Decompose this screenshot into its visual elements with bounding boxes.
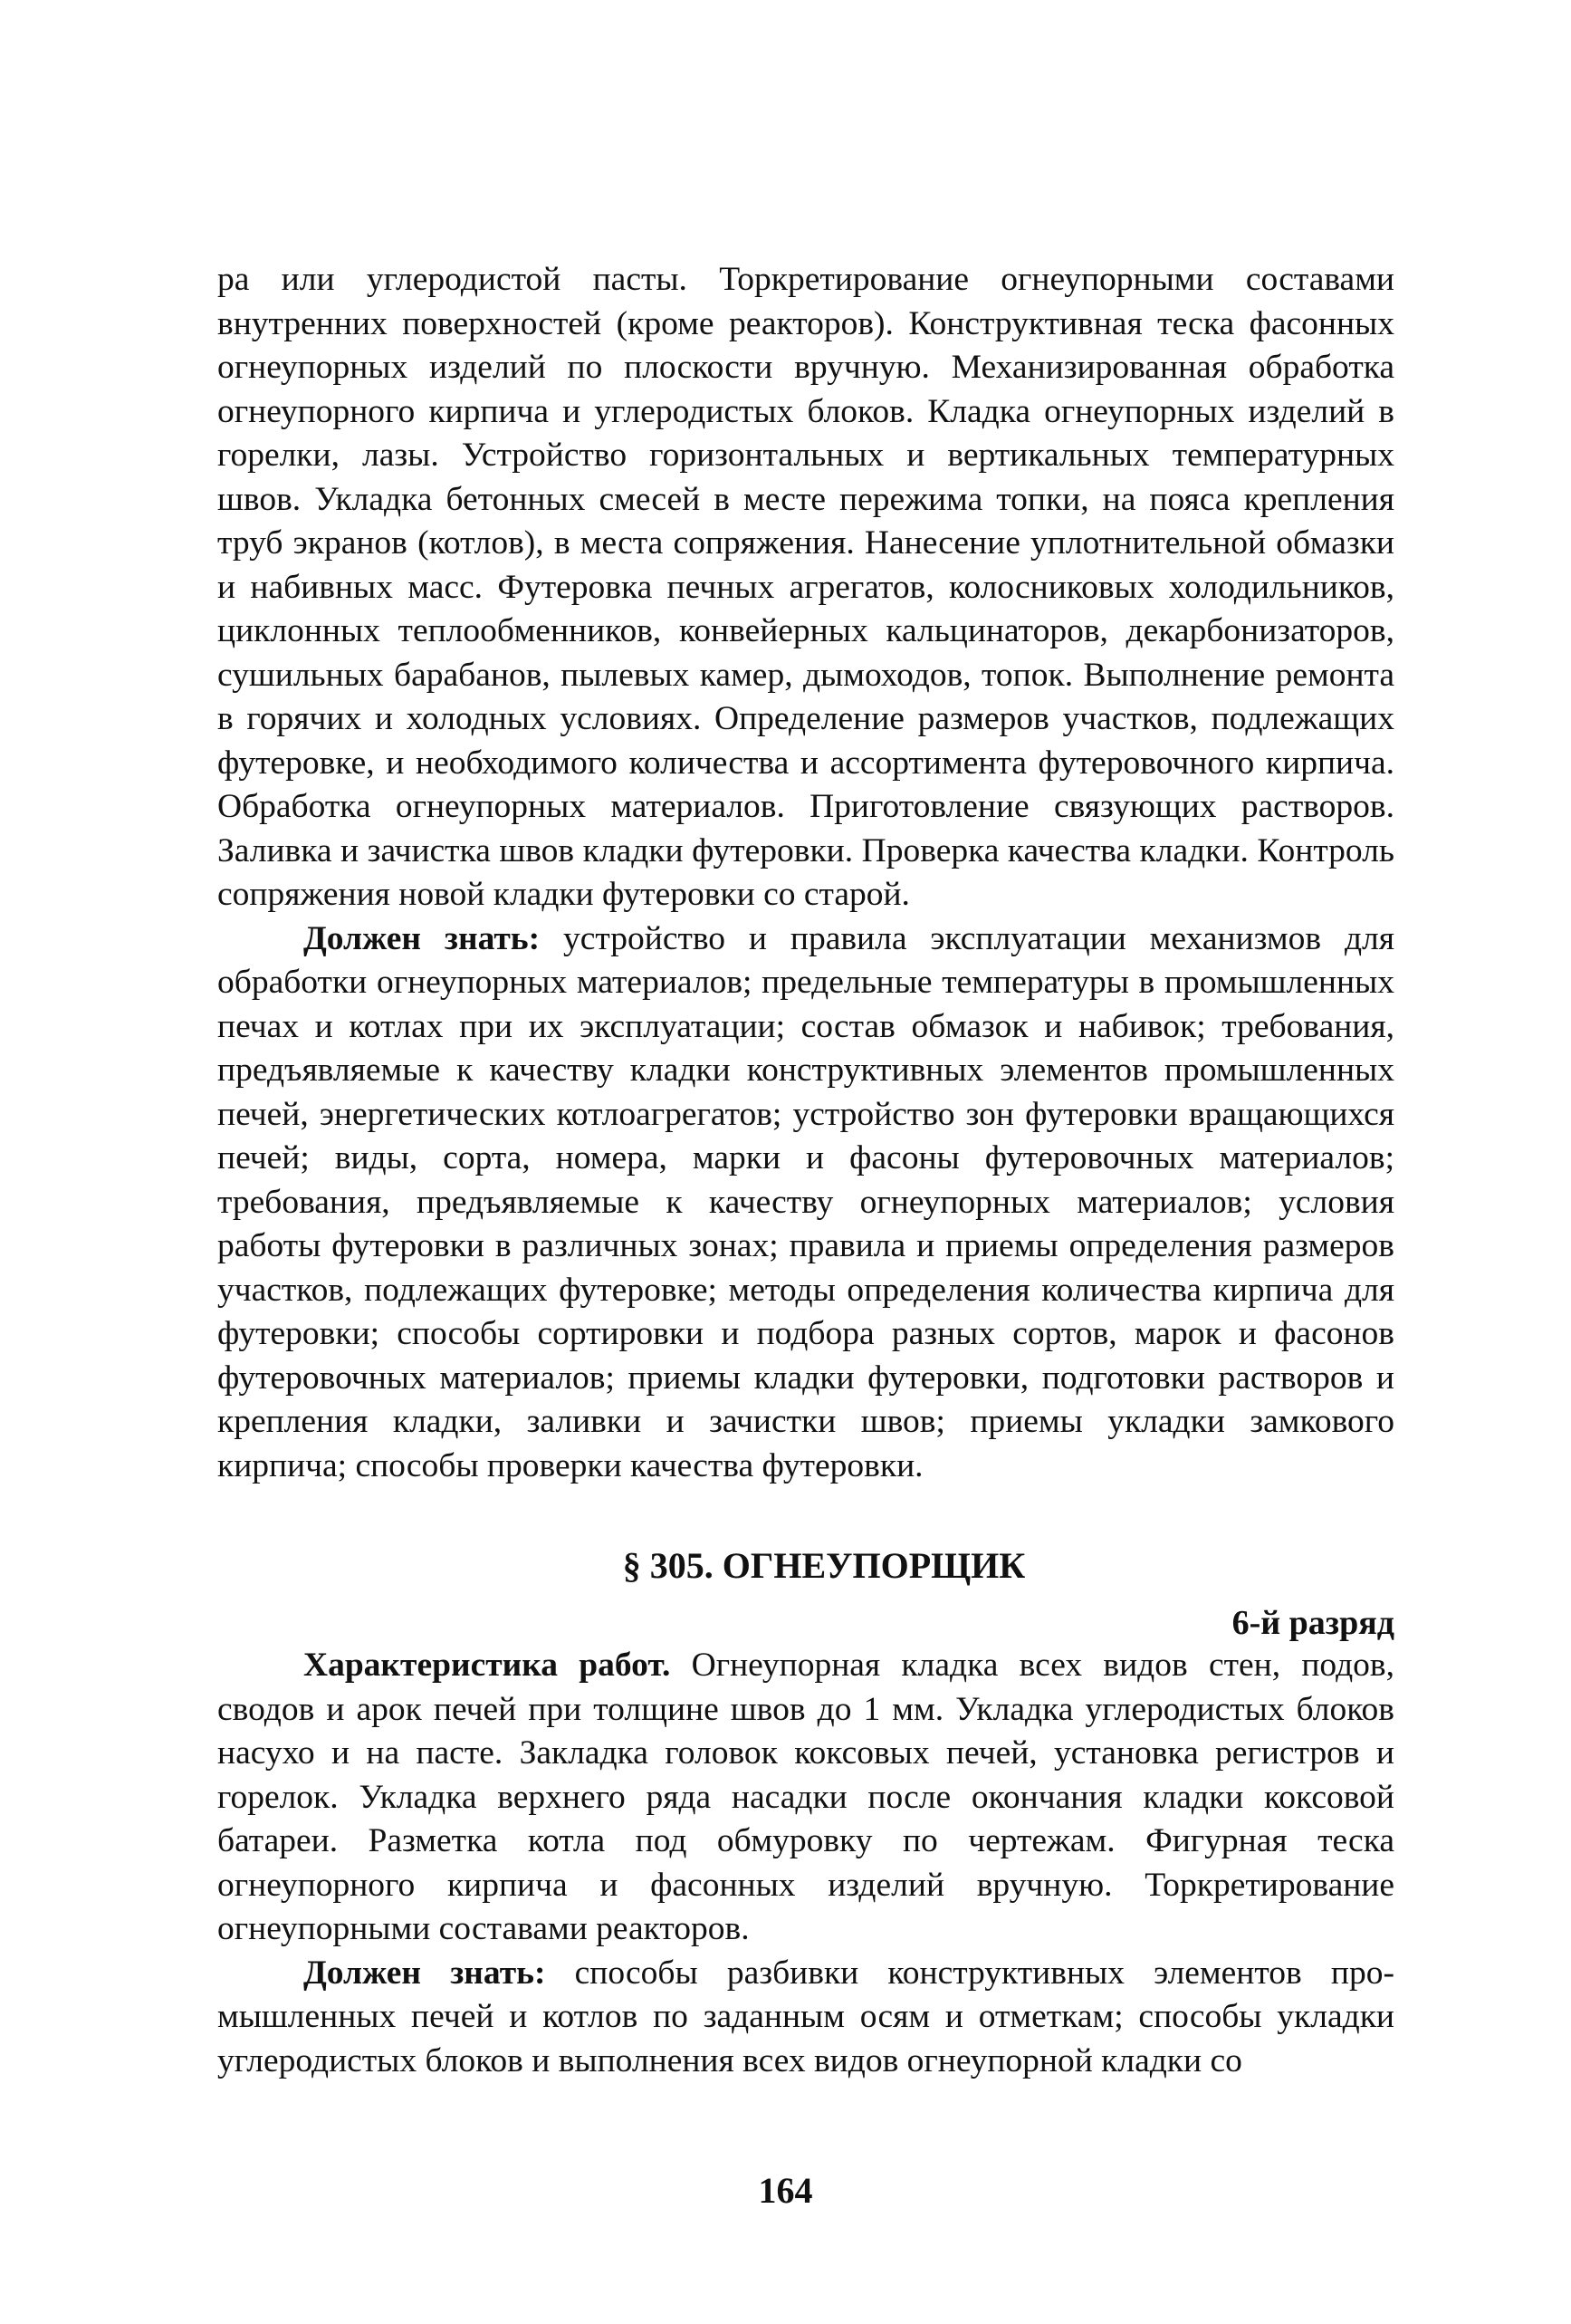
paragraph-lead: Должен знать:	[303, 1954, 546, 1992]
paragraph-text: устройство и правила эксплуатации механизмов для обработки огнеупорных материалов; предельные температуры в промышленных печах и котлах при их эксплуатации; состав обмазок и набивок; требования, предъявляемые к качеству кладки конструктивных элементов промышленных печей, энергетических котлоагрегатов; устройство зон футеровки вращающихся печей; виды, сорта, номера, марки и фасоны футеровочных материалов; требования, предъявляемые к качеству огнеупорных материалов; условия работы футеровки в различных зонах; правила и приемы определения размеров участков, подлежащих футеровке; методы определения количества кирпича для футеровки; способы сортировки и подбора разных сортов, марок и фасонов футеровочных материалов; приемы кладки футеровки, подготовки растворов и крепления кладки, заливки и зачистки швов; приемы укладки замкового кирпича; способы проверки качества футеровки.	[217, 919, 1394, 1484]
paragraph-work-characteristics	[217, 1644, 1394, 1952]
grade-label: 6-й разряд	[1231, 1604, 1394, 1642]
paragraph-text: Огнеупорная кладка всех видов стен, подов, сводов и арок печей при толщине швов до 1 мм. Укладка углеродистых блоков насухо и на пасте. Закладка головок коксовых печей, установка регистров и горелок. Укладка верхнего ряда насадки после окончания кладки коксовой батареи. Разметка котла под обмуровку по чертежам. Фигурная теска огнеупорного кирпича и фасонных изделий вручную. Торкретирование огнеупорными составами реакторов.	[217, 1647, 1394, 1947]
paragraph-required-knowledge-6	[217, 1952, 1394, 2084]
page-number: 164	[758, 2170, 813, 2211]
paragraph-lead: Характеристика работ.	[303, 1647, 671, 1684]
page-body	[217, 258, 1394, 2083]
section-title: § 305. ОГНЕУПОРЩИК	[622, 1545, 1026, 1586]
paragraph-continued-work-description	[217, 258, 1394, 917]
paragraph-text: ра или углеродистой пасты. Торкретирование огнеупорными составами внутренних поверхностей (кроме реакторов). Конструктивная теска фасонных огнеупорных изделий по плоскости вручную. Механизированная обработка огнеупорного кирпича и углеродистых блоков. Кладка огнеупорных изделий в горелки, лазы. Устройство горизонтальных и вертикальных температурных швов. Укладка бетонных смесей в месте пережима топки, на пояса крепления труб экранов (котлов), в места сопряжения. Нанесение уплотнительной обмазки и набивных масс. Футеровка печных агрегатов, колосниковых холодильников, циклонных теплообменников, конвейерных кальцинаторов, декарбонизаторов, сушильных барабанов, пылевых камер, дымоходов, топок. Выполнение ремонта в горячих и холодных условиях. Определение размеров участков, подлежащих футеровке, и необходимого количества и ассортимента футеровочного кирпича. Обработка огнеупорных материалов. Приготовление связующих растворов. Заливка и зачистка швов кладки футеровки. Проверка качества кладки. Контроль сопряжения новой кладки футеровки со старой.	[217, 261, 1394, 913]
paragraph-required-knowledge-5	[217, 917, 1394, 1489]
paragraph-lead: Должен знать:	[303, 919, 541, 957]
paragraph-text: способы разбивки конструктивных элементов промышленных печей и котлов по заданным осям и отметкам; способы укладки углеродистых блоков и выполнения всех видов огнеупорной кладки со	[217, 1954, 1394, 2079]
